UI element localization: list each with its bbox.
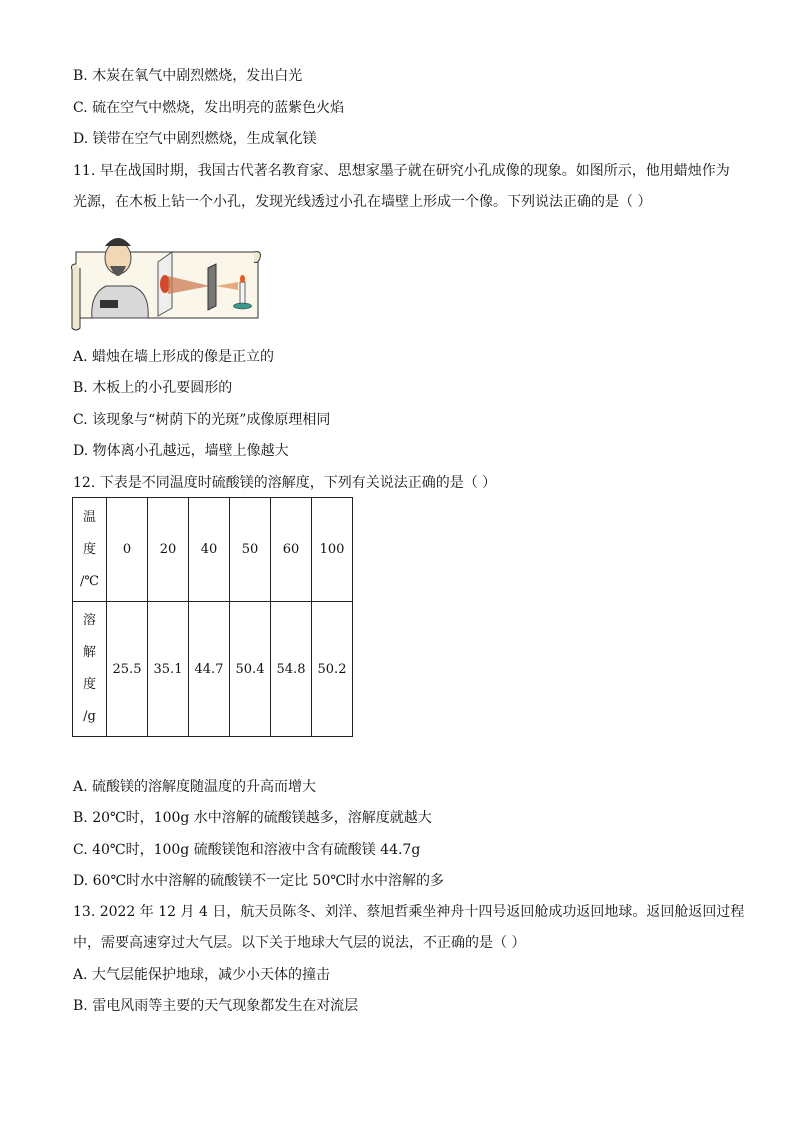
solubility-cell: 25.5 [107,602,148,737]
question-11-line2: 光源，在木板上钻一个小孔，发现光线透过小孔在墙壁上形成一个像。下列说法正确的是（ ） [73,194,652,210]
solubility-cell: 50.2 [312,602,353,737]
mozi-pinhole-illustration [70,224,262,332]
question-13-line1: 13. 2022 年 12 月 4 日，航天员陈冬、刘洋、蔡旭哲乘坐神舟十四号返回舱成功返回地球。返回舱返回过程 [73,904,745,920]
option-b-q13: B. 雷电风雨等主要的天气现象都发生在对流层 [73,998,359,1014]
temp-cell: 50 [230,498,271,602]
solubility-cell: 35.1 [148,602,189,737]
temperature-header: 温 度 /℃ [73,498,107,602]
solubility-header: 溶 解 度 /g [73,602,107,737]
option-b-q12: B. 20℃时，100g 水中溶解的硫酸镁越多，溶解度就越大 [73,810,432,826]
option-b-q10: B. 木炭在氧气中剧烈燃烧，发出白光 [73,68,303,84]
option-c-q12: C. 40℃时，100g 硫酸镁饱和溶液中含有硫酸镁 44.7g [73,842,421,858]
temperature-row [73,498,353,602]
question-12: 12. 下表是不同温度时硫酸镁的溶解度，下列有关说法正确的是（ ） [73,475,497,491]
option-c-q10: C. 硫在空气中燃烧，发出明亮的蓝紫色火焰 [73,100,345,116]
option-a-q12: A. 硫酸镁的溶解度随温度的升高而增大 [73,779,317,795]
option-a-q13: A. 大气层能保护地球，减少小天体的撞击 [73,967,331,983]
solubility-cell: 54.8 [271,602,312,737]
question-11-line1: 11. 早在战国时期，我国古代著名教育家、思想家墨子就在研究小孔成像的现象。如图所示，他用蜡烛作为 [73,163,730,179]
option-d-q10: D. 镁带在空气中剧烈燃烧，生成氧化镁 [73,131,317,147]
option-d-q11: D. 物体离小孔越远，墙壁上像越大 [73,443,289,459]
temp-cell: 60 [271,498,312,602]
option-d-q12: D. 60℃时水中溶解的硫酸镁不一定比 50℃时水中溶解的多 [73,873,445,889]
temp-cell: 40 [189,498,230,602]
temp-cell: 100 [312,498,353,602]
solubility-cell: 50.4 [230,602,271,737]
solubility-table [72,497,353,737]
temp-cell: 20 [148,498,189,602]
option-b-q11: B. 木板上的小孔要圆形的 [73,380,233,396]
question-13-line2: 中，需要高速穿过大气层。以下关于地球大气层的说法，不正确的是（ ） [73,935,526,951]
solubility-cell: 44.7 [189,602,230,737]
option-a-q11: A. 蜡烛在墙上形成的像是正立的 [73,349,275,365]
option-c-q11: C. 该现象与“树荫下的光斑”成像原理相同 [73,412,331,428]
solubility-row [73,602,353,737]
temp-cell: 0 [107,498,148,602]
